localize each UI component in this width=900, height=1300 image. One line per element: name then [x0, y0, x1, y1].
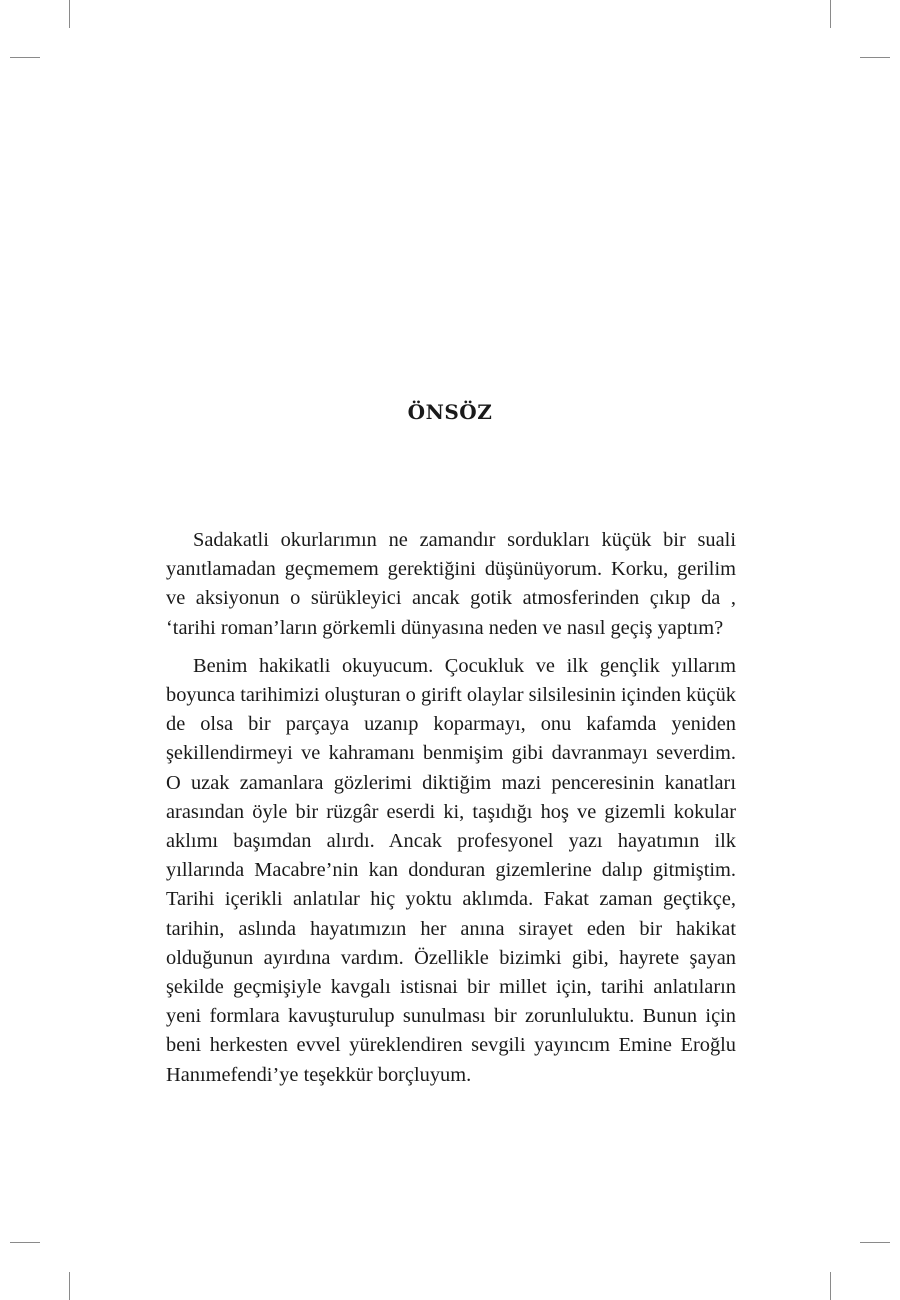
crop-mark-bottom-left-horizontal [10, 1242, 40, 1243]
crop-mark-top-left-horizontal [10, 57, 40, 58]
paragraph: Sadakatli okurlarımın ne zamandır sordukları küçük bir suali yanıtlamadan geçmemem gerektiğini düşünüyorum. Korku, gerilim ve aksiyonun o sürükleyici ancak gotik atmosferinden çıkıp da , ‘tarihi roman’ların görkemli dünyasına neden ve nasıl geçiş yaptım? [166, 529, 736, 639]
page-title: ÖNSÖZ [407, 400, 493, 424]
crop-mark-top-right-vertical [830, 0, 831, 28]
crop-mark-bottom-right-vertical [830, 1272, 831, 1300]
paragraph: Benim hakikatli okuyucum. Çocukluk ve ilk gençlik yıllarım boyunca tarihimizi oluşturan o girift olaylar silsilesinin içinden küçük de olsa bir parçaya uzanıp koparmayı, onu kafamda yeniden şekillendirmeyi ve kahramanı benmişim gibi davranmayı severdim. O uzak zamanlara gözlerimi diktiğim mazi penceresinin kanatları arasından öyle bir rüzgâr eserdi ki, taşıdığı hoş ve gizemli kokular aklımı başımdan alırdı. Ancak profesyonel yazı hayatımın ilk yıllarında Macabre’nin kan donduran gizemlerine dalıp gitmiştim. Tarihi içerikli anlatılar hiç yoktu aklımda. Fakat zaman geçtikçe, tarihin, aslında hayatımızın her anına sirayet eden bir hakikat olduğunun ayırdına vardım. Özellikle bizimki gibi, hayrete şayan şekilde geçmişiyle kavgalı istisnai bir millet için, tarihi anlatıların yeni formlara kavuşturulup sunulması bir zorunluluktu. Bunun için beni herkesten evvel yüreklendiren sevgili yayıncım Emine Eroğlu Hanımefendi’ye teşekkür borçluyum. [166, 654, 736, 1086]
body-text [166, 526, 736, 1099]
crop-mark-bottom-right-horizontal [860, 1242, 890, 1243]
crop-mark-bottom-left-vertical [69, 1272, 70, 1300]
crop-mark-top-left-vertical [69, 0, 70, 28]
crop-mark-top-right-horizontal [860, 57, 890, 58]
